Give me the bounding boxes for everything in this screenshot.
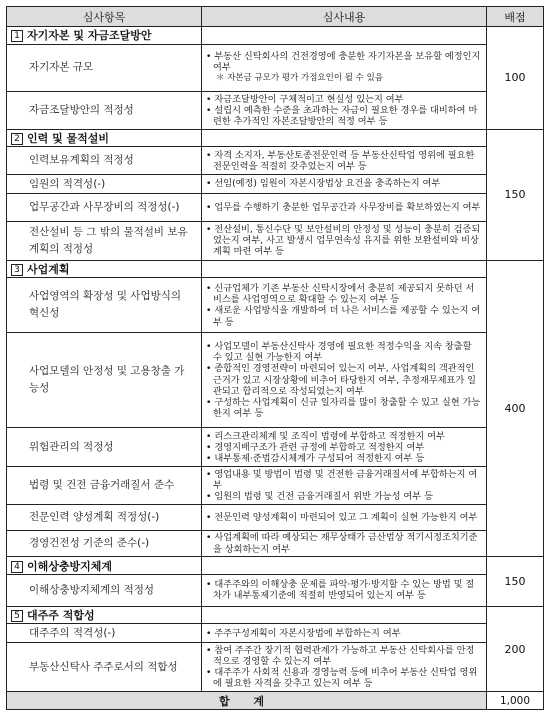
bullet-text: 설립시 예측한 수준을 초과하는 자금이 필요한 경우를 대비하여 마련한 추가적인 자본조달방안의 적정 여부 등 xyxy=(213,104,478,128)
section-title-blank xyxy=(202,557,487,575)
bullet-icon: • xyxy=(206,469,215,481)
evaluation-table xyxy=(6,6,544,710)
criteria-row xyxy=(7,624,544,643)
bullet-icon: • xyxy=(206,50,215,62)
criteria-bullet xyxy=(206,105,483,127)
criteria-description xyxy=(202,624,487,643)
criteria-row xyxy=(7,505,544,531)
criteria-bullet xyxy=(206,442,483,453)
bullet-icon: • xyxy=(206,93,215,105)
section-title: 대주주 적합성 xyxy=(27,609,95,623)
criteria-description xyxy=(202,221,487,260)
section-title-cell xyxy=(7,260,202,278)
bullet-text: 선임(예정) 임원이 자본시장법상 요건을 충족하는지 여부 xyxy=(214,178,441,190)
bullet-text: 새로운 사업방식을 개발하여 더 나은 서비스를 제공할 수 있는지 여부 등 xyxy=(213,305,481,328)
bullet-icon: • xyxy=(206,579,215,591)
criteria-bullet xyxy=(206,224,483,258)
bullet-text: 신규업체가 기존 부동산 신탁시장에서 충분히 제공되지 못하던 서비스를 사업영역으로 확대할 수 있는지 여부 등 xyxy=(213,282,475,306)
criteria-description xyxy=(202,193,487,221)
criteria-description xyxy=(202,44,487,91)
section-title-cell xyxy=(7,129,202,147)
section-number-box: 5 xyxy=(11,610,23,622)
criteria-bullet xyxy=(206,150,483,172)
total-label: 합 계 xyxy=(7,692,487,710)
table-body xyxy=(7,27,544,710)
criteria-description xyxy=(202,467,487,505)
criteria-bullet xyxy=(206,397,483,419)
evaluation-table-container xyxy=(6,6,543,710)
criteria-row xyxy=(7,44,544,91)
criteria-description xyxy=(202,531,487,557)
bullet-icon: • xyxy=(206,224,215,236)
bullet-icon: • xyxy=(206,644,215,656)
criteria-bullet xyxy=(206,491,483,502)
total-row xyxy=(7,692,544,710)
bullet-text: 주주구성계획이 자본시장법에 부합하는지 여부 xyxy=(214,627,401,639)
criteria-bullet xyxy=(206,202,483,213)
criteria-description xyxy=(202,175,487,194)
criteria-label: 법령 및 건전 금융거래질서 준수 xyxy=(7,467,202,505)
bullet-icon: • xyxy=(206,282,215,294)
bullet-text: 대주주가 사회적 신용과 경영능력 등에 비추어 부동산 신탁업 영위에 필요한 자격을 갖추고 있는지 여부 등 xyxy=(213,667,478,690)
bullet-text: 자금조달방안이 구체적이고 현실성 있는지 여부 xyxy=(214,93,404,105)
bullet-icon: • xyxy=(206,430,215,442)
bullet-icon: • xyxy=(206,104,215,116)
section-header-row xyxy=(7,260,544,278)
criteria-label: 대주주의 적격성(-) xyxy=(7,624,202,643)
bullet-icon: • xyxy=(206,532,215,544)
bullet-text: 영업내용 및 방법이 법령 및 건전한 금융거래질서에 부합하는지 여부 xyxy=(213,469,478,492)
criteria-label: 위험관리의 적정성 xyxy=(7,428,202,467)
total-value: 1,000 xyxy=(487,692,544,710)
bullet-icon: • xyxy=(206,627,215,639)
bullet-icon: • xyxy=(206,178,215,190)
criteria-description xyxy=(202,642,487,691)
criteria-label: 전문인력 양성계획 적정성(-) xyxy=(7,505,202,531)
section-score: 200 xyxy=(487,606,544,691)
criteria-description xyxy=(202,428,487,467)
section-header-row xyxy=(7,129,544,147)
criteria-bullet xyxy=(206,363,483,397)
section-score: 100 xyxy=(487,27,544,130)
bullet-text: 전문인력 양성계획이 마련되어 있고 그 계획이 실현 가능한지 여부 xyxy=(214,512,478,524)
table-header-row xyxy=(7,7,544,27)
bullet-text: 대주주와의 이해상충 문제를 파악·평가·방지할 수 있는 방법 및 절차가 내부통제기준에 적절히 반영되어 있는지 여부 등 xyxy=(213,579,475,602)
criteria-label: 이해상충방지체계의 적정성 xyxy=(7,574,202,606)
criteria-bullet xyxy=(206,469,483,491)
bullet-icon: • xyxy=(206,340,215,352)
criteria-bullet xyxy=(206,512,483,523)
criteria-bullet xyxy=(206,94,483,105)
criteria-bullet xyxy=(206,579,483,601)
criteria-row xyxy=(7,428,544,467)
bullet-text: 부동산 신탁회사의 건전경영에 충분한 자기자본을 보유할 예정인지 여부 xyxy=(213,50,481,74)
bullet-text: 자격 소지자, 부동산토종전문인력 등 부동산신탁업 영위에 필요한 전문인력을 적절히 갖추었는지 여부 등 xyxy=(213,149,475,172)
section-header-row xyxy=(7,27,544,45)
criteria-bullet xyxy=(206,628,483,639)
criteria-label: 경영건전성 기준의 준수(-) xyxy=(7,531,202,557)
section-header-row xyxy=(7,606,544,624)
section-title-cell xyxy=(7,606,202,624)
criteria-description xyxy=(202,333,487,428)
bullet-icon: • xyxy=(206,441,215,453)
bullet-icon: • xyxy=(206,149,215,161)
criteria-row xyxy=(7,531,544,557)
criteria-row xyxy=(7,642,544,691)
bullet-icon: • xyxy=(206,305,215,317)
section-title-blank xyxy=(202,27,487,45)
criteria-description xyxy=(202,505,487,531)
criteria-description xyxy=(202,278,487,333)
criteria-bullet xyxy=(206,178,483,189)
criteria-bullet xyxy=(206,51,483,73)
criteria-bullet xyxy=(206,305,483,327)
criteria-description xyxy=(202,574,487,606)
criteria-label: 사업영역의 확장성 및 사업방식의 혁신성 xyxy=(7,278,202,333)
bullet-text: 리스크관리체계 및 조직이 법령에 부합하고 적정한지 여부 xyxy=(214,430,445,442)
criteria-bullet xyxy=(206,283,483,305)
header-content: 심사내용 xyxy=(202,7,487,27)
section-score: 150 xyxy=(487,129,544,260)
criteria-label: 전산설비 등 그 밖의 물적설비 보유 계획의 적정성 xyxy=(7,221,202,260)
criteria-bullet xyxy=(206,532,483,554)
bullet-text: 업무를 수행하기 충분한 업무공간과 사무장비를 확보하였는지 여부 xyxy=(214,201,481,213)
bullet-text: 임원의 법령 및 건전 금융거래질서 위반 가능성 여부 등 xyxy=(214,491,433,503)
section-header-row xyxy=(7,557,544,575)
bullet-text: 종합적인 경영전략이 마련되어 있는지 여부, 사업계획의 객관적인 근거가 있고 시장상황에 비추어 타당한지 여부, 추정재무제표가 일관되고 합리적으로 작성되었는지 여부 xyxy=(213,363,476,397)
section-number-box: 4 xyxy=(11,561,23,573)
criteria-row xyxy=(7,574,544,606)
criteria-row xyxy=(7,221,544,260)
bullet-text: 구성하는 사업계획이 신규 일자리를 많이 창출할 수 있고 실현 가능한지 여부 등 xyxy=(213,397,481,420)
section-title-cell xyxy=(7,557,202,575)
bullet-icon: • xyxy=(206,201,215,213)
criteria-description xyxy=(202,147,487,175)
bullet-text: 참여 주주간 장기적 협력관계가 가능하고 부동산 신탁회사를 안정적으로 경영할 수 있는지 여부 xyxy=(213,644,475,667)
section-score: 150 xyxy=(487,557,544,607)
criteria-label: 인력보유계획의 적정성 xyxy=(7,147,202,175)
criteria-bullet xyxy=(206,341,483,363)
criteria-row xyxy=(7,175,544,194)
criteria-bullet xyxy=(206,645,483,667)
section-title-cell xyxy=(7,27,202,45)
criteria-description xyxy=(202,92,487,130)
bullet-text: 전산설비, 통신수단 및 보안설비의 안정성 및 성능이 충분히 검증되었는지 여부, 사고 발생시 업무연속성 유지를 위한 보완설비와 비상계획 마련 여부 등 xyxy=(213,224,481,258)
section-number-box: 1 xyxy=(11,30,23,42)
criteria-row xyxy=(7,278,544,333)
bullet-text: 내부통제·준법감시체계가 구성되어 적정한지 여부 등 xyxy=(214,452,425,464)
criteria-bullet xyxy=(206,431,483,442)
bullet-icon: • xyxy=(206,667,215,679)
section-title: 사업계획 xyxy=(27,263,70,277)
section-title: 인력 및 물적설비 xyxy=(27,132,110,146)
bullet-icon: • xyxy=(206,452,215,464)
bullet-icon: • xyxy=(206,363,215,375)
bullet-text: 사업모델이 부동산신탁사 경영에 필요한 적정수익을 지속 창출할 수 있고 실현 가능한지 여부 xyxy=(213,340,472,364)
section-score: 400 xyxy=(487,260,544,556)
section-title-blank xyxy=(202,260,487,278)
bullet-text: 사업계획에 따라 예상되는 재무상태가 금산법상 적기시정조치기준을 상회하는지 여부 xyxy=(213,532,478,555)
criteria-note: ＊ 자본금 규모가 평가 가점요인이 될 수 있음 xyxy=(216,73,384,84)
criteria-label: 자기자본 규모 xyxy=(7,44,202,91)
criteria-label: 부동산신탁사 주주로서의 적합성 xyxy=(7,642,202,691)
criteria-bullet xyxy=(206,453,483,464)
section-title-blank xyxy=(202,129,487,147)
criteria-label: 사업모델의 안정성 및 고용창출 가능성 xyxy=(7,333,202,428)
criteria-bullet xyxy=(206,667,483,689)
bullet-icon: • xyxy=(206,512,215,524)
criteria-row xyxy=(7,147,544,175)
criteria-row xyxy=(7,467,544,505)
criteria-label: 자금조달방안의 적정성 xyxy=(7,92,202,130)
header-item: 심사항목 xyxy=(7,7,202,27)
criteria-row xyxy=(7,333,544,428)
criteria-label: 업무공간과 사무장비의 적정성(-) xyxy=(7,193,202,221)
section-number-box: 3 xyxy=(11,264,23,276)
section-title: 자기자본 및 자금조달방안 xyxy=(27,29,152,43)
criteria-row xyxy=(7,193,544,221)
bullet-icon: • xyxy=(206,491,215,503)
section-title-blank xyxy=(202,606,487,624)
criteria-label: 임원의 적격성(-) xyxy=(7,175,202,194)
bullet-text: 경영지배구조가 관련 규정에 부합하고 적정한지 여부 xyxy=(214,441,425,453)
header-score: 배점 xyxy=(487,7,544,27)
bullet-icon: • xyxy=(206,397,215,408)
criteria-row xyxy=(7,92,544,130)
section-number-box: 2 xyxy=(11,133,23,145)
section-title: 이해상충방지체계 xyxy=(27,559,113,573)
